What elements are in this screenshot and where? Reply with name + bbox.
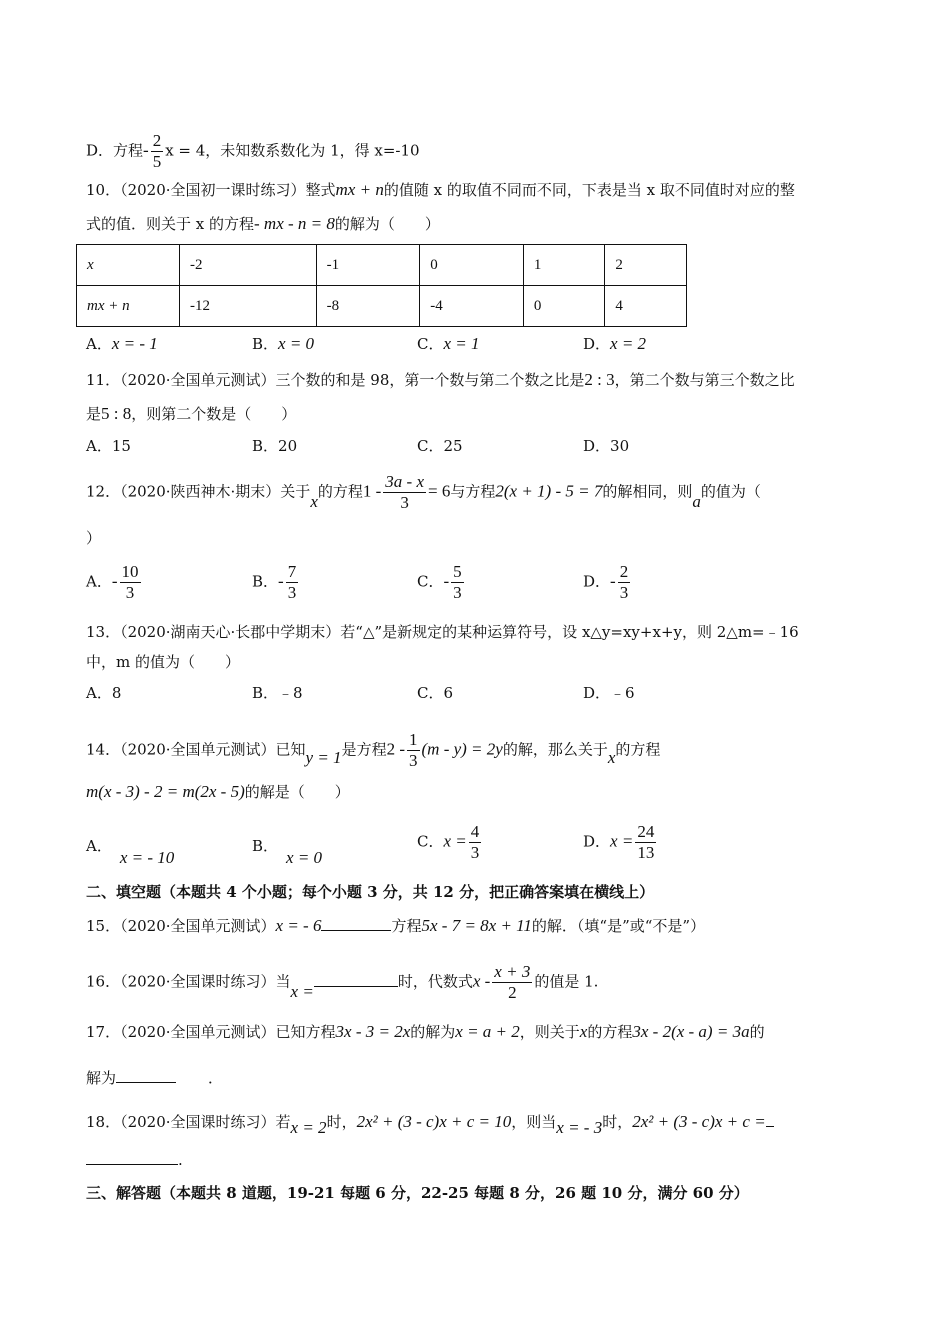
q16-stem: 16．（2020·全国课时练习）当x = 时，代数式x - $\frac{x + 3}{2}$ 的值是 1. — [86, 962, 599, 1002]
q13-option-a: A．8 — [86, 684, 122, 702]
q9-option-d: D．方程- $\frac{2}{5}$ x = 4，未知数系数化为 1，得 x=-10 — [86, 131, 420, 171]
table-cell: 0 — [420, 245, 524, 286]
table-cell: -4 — [420, 286, 524, 327]
q10-expr2: - mx - n = 8 — [254, 214, 335, 233]
table-cell: mx + n — [77, 286, 180, 327]
q11-stem-line1: 11．（2020·全国单元测试）三个数的和是 98，第一个数与第二个数之比是2 : 3，第二个数与第三个数之比 — [86, 370, 795, 389]
table-cell: 2 — [605, 245, 687, 286]
q10-option-b: B．x = 0 — [252, 334, 315, 353]
q13-stem-line2: 中，m 的值为（ ） — [86, 653, 240, 671]
q10-stem-line2: 式的值．则关于 x 的方程- mx - n = 8的解为（ ） — [86, 214, 440, 233]
q13-option-d: D．﹣6 — [583, 684, 635, 702]
q15-answer-blank[interactable] — [321, 916, 391, 931]
q12-option-d: D．- $\frac{2}{3}$ — [583, 562, 629, 602]
q10-stem-line1: 10．（2020·全国初一课时练习）整式mx + n的值随 x 的取值不同而不同，下表是当 x 取不同值时对应的整 — [86, 180, 795, 199]
q10-option-a: A．x = - 1 — [86, 334, 158, 353]
q10-option-d: D．x = 2 — [583, 334, 647, 353]
q12-stem-line2: ） — [86, 529, 102, 547]
section-3-heading: 三、解答题（本题共 8 道题，19-21 每题 6 分，22-25 每题 8 分，26 题 10 分，满分 60 分） — [86, 1184, 749, 1202]
q11-option-d: D．30 — [583, 437, 630, 455]
q14-option-d: D．x = $\frac{24}{13}$ — [583, 822, 655, 862]
q16-answer-blank[interactable] — [314, 972, 398, 987]
q9d-tail: x = 4，未知数系数化为 1，得 x=-10 — [165, 141, 420, 160]
table-cell: -2 — [180, 245, 317, 286]
table-cell: -8 — [316, 286, 420, 327]
q12-option-c: C．- $\frac{5}{3}$ — [417, 562, 462, 602]
table-cell: 4 — [605, 286, 687, 327]
q17-stem-line2: 解为 ． — [86, 1069, 224, 1087]
section-2-heading: 二、填空题（本题共 4 个小题；每个小题 3 分，共 12 分，把正确答案填在横线上） — [86, 883, 655, 901]
table-row — [77, 245, 687, 286]
q11-option-a: A．15 — [86, 437, 131, 455]
q11-option-b: B．20 — [252, 437, 298, 455]
q17-stem-line1: 17．（2020·全国单元测试）已知方程3x - 3 = 2x的解为x = a + 2，则关于x的方程3x - 2(x - a) = 3a的 — [86, 1022, 765, 1041]
table-cell: -12 — [180, 286, 317, 327]
q13-option-c: C．6 — [417, 684, 454, 702]
q14-stem-line2: m(x - 3) - 2 = m(2x - 5)的解是（ ） — [86, 782, 350, 801]
table-row — [77, 286, 687, 327]
q12-option-b: B．- $\frac{7}{3}$ — [252, 562, 297, 602]
q15-stem: 15．（2020·全国单元测试）x = - 6 方程5x - 7 = 8x + 11的解．（填“是”或“不是”） — [86, 916, 706, 935]
q13-option-b: B．﹣8 — [252, 684, 303, 702]
q10-expr1: mx + n — [335, 180, 384, 199]
q9d-fraction: $\frac{2}{5}$ — [152, 131, 162, 171]
q14-stem-line1: 14．（2020·全国单元测试）已知y = 1是方程2 - $\frac{1}{3}$ (m - y) = 2y的解，那么关于x的方程 — [86, 730, 661, 770]
q10-table — [76, 244, 687, 327]
q12-option-a: A．- $\frac{10}{3}$ — [86, 562, 139, 602]
q18-answer-blank[interactable] — [86, 1150, 178, 1165]
q12-stem-line1: 12．（2020·陕西神木·期末）关于x的方程1 - $\frac{3a - x}{3}$ = 6与方程2(x + 1) - 5 = 7的解相同，则a的值为（ — [86, 472, 761, 512]
q14-option-b: B．x = 0 — [252, 837, 323, 867]
q17-answer-blank[interactable] — [116, 1068, 176, 1083]
table-cell: x — [77, 245, 180, 286]
table-cell: 1 — [523, 245, 605, 286]
q13-stem-line1: 13．（2020·湖南天心·长郡中学期末）若“△”是新规定的某种运算符号，设 x△y=xy+x+y，则 2△m=﹣16 — [86, 623, 799, 641]
q11-stem-line2: 是5 : 8，则第二个数是（ ） — [86, 404, 297, 423]
table-cell: -1 — [316, 245, 420, 286]
q18-stem-line2: . — [86, 1150, 183, 1170]
q18-stem-line1: 18．（2020·全国课时练习）若x = 2时，2x² + (3 - c)x + c = 10，则当x = - 3时，2x² + (3 - c)x + c = — [86, 1112, 774, 1132]
table-cell: 0 — [523, 286, 605, 327]
q11-option-c: C．25 — [417, 437, 463, 455]
q10-option-c: C．x = 1 — [417, 334, 480, 353]
q9d-label: D．方程 — [86, 141, 144, 160]
q14-option-c: C．x = $\frac{4}{3}$ — [417, 822, 480, 862]
q14-option-a: A．x = - 10 — [86, 837, 175, 867]
